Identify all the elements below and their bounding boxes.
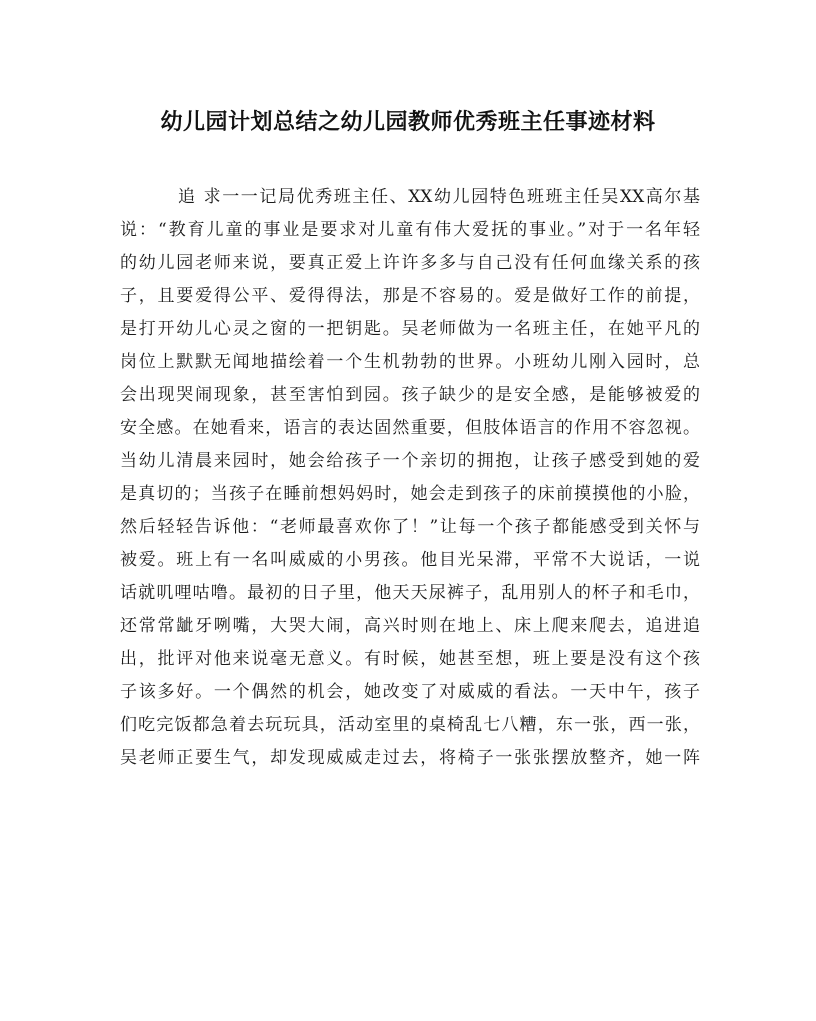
body-line: 子该多好。一个偶然的机会，她改变了对威威的看法。一天中午，孩子 bbox=[120, 682, 700, 702]
body-line: 们吃完饭都急着去玩玩具，活动室里的桌椅乱七八糟，东一张，西一张， bbox=[120, 715, 700, 735]
document-title: 幼儿园计划总结之幼儿园教师优秀班主任事迹材料 bbox=[160, 109, 656, 135]
body-line: 说：“教育儿童的事业是要求对儿童有伟大爱抚的事业。”对于一名年轻 bbox=[120, 220, 700, 240]
body-line: 岗位上默默无闻地描绘着一个生机勃勃的世界。小班幼儿刚入园时，总 bbox=[120, 352, 700, 372]
body-line: 然后轻轻告诉他：“老师最喜欢你了！”让每一个孩子都能感受到关怀与 bbox=[120, 517, 700, 537]
body-line: 被爱。班上有一名叫威威的小男孩。他目光呆滞，平常不大说话，一说 bbox=[120, 550, 700, 570]
body-line: 是真切的；当孩子在睡前想妈妈时，她会走到孩子的床前摸摸他的小脸， bbox=[120, 484, 700, 504]
document-body bbox=[120, 181, 700, 775]
body-line: 话就叽哩咕噜。最初的日子里，他天天尿裤子，乱用别人的杯子和毛巾， bbox=[120, 583, 700, 603]
body-line: 会出现哭闹现象，甚至害怕到园。孩子缺少的是安全感，是能够被爱的 bbox=[120, 385, 700, 405]
body-line: 吴老师正要生气，却发现威威走过去，将椅子一张张摆放整齐，她一阵 bbox=[120, 748, 700, 768]
body-line: 安全感。在她看来，语言的表达固然重要，但肢体语言的作用不容忽视。 bbox=[120, 418, 700, 438]
body-line: 子，且要爱得公平、爱得得法，那是不容易的。爱是做好工作的前提， bbox=[120, 286, 700, 306]
body-line: 出，批评对他来说毫无意义。有时候，她甚至想，班上要是没有这个孩 bbox=[120, 649, 700, 669]
body-line: 还常常龇牙咧嘴，大哭大闹，高兴时则在地上、床上爬来爬去，追进追 bbox=[120, 616, 700, 636]
body-line: 的幼儿园老师来说，要真正爱上许许多多与自己没有任何血缘关系的孩 bbox=[120, 253, 700, 273]
body-line: 当幼儿清晨来园时，她会给孩子一个亲切的拥抱，让孩子感受到她的爱 bbox=[120, 451, 700, 471]
body-line: 是打开幼儿心灵之窗的一把钥匙。吴老师做为一名班主任，在她平凡的 bbox=[120, 319, 700, 339]
body-line: 追 求一一记局优秀班主任、XX幼儿园特色班班主任吴XX高尔基 bbox=[178, 187, 700, 207]
